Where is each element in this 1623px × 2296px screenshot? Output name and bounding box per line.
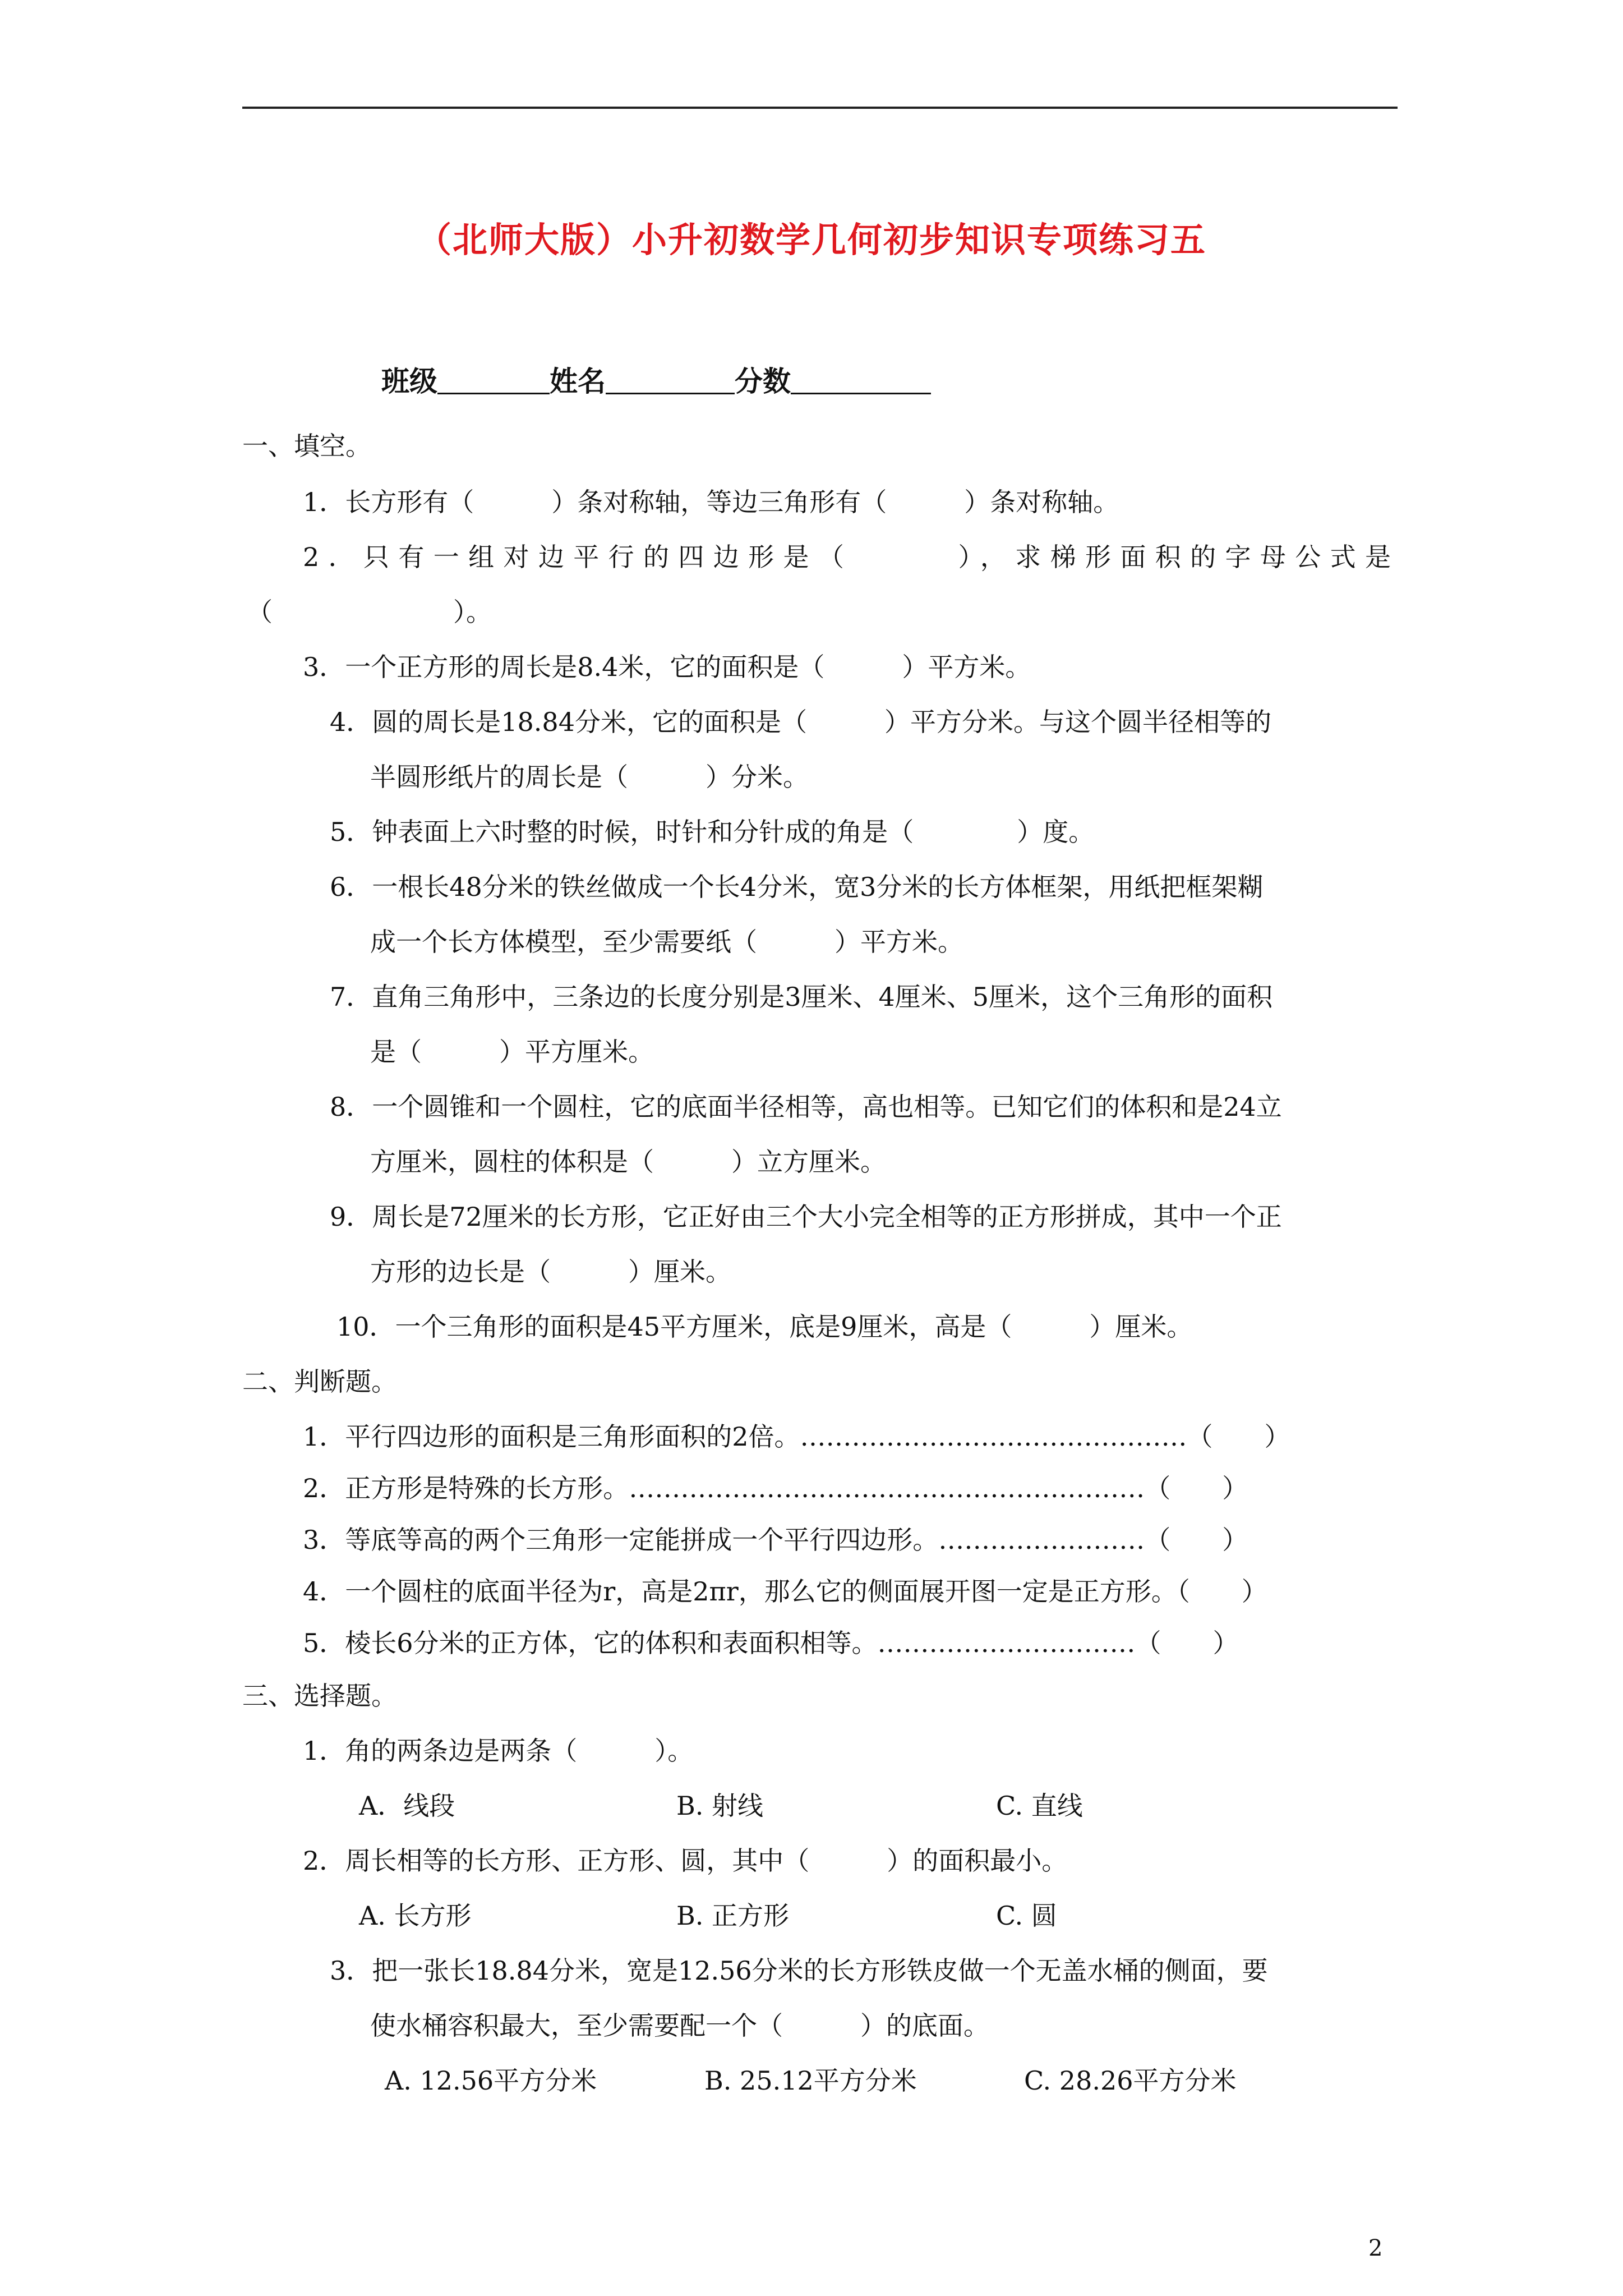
section3-heading: 三、选择题。 (242, 1681, 397, 1711)
s3-question-2: 2．周长相等的长方形、正方形、圆，其中（ ）的面积最小。 (303, 1846, 1068, 1876)
student-info-line (381, 359, 931, 399)
s3-q2-option-c[interactable]: C. 圆 (996, 1901, 1057, 1931)
section2-heading: 二、判断题。 (242, 1366, 397, 1397)
s1-question-2-line-2: （ ）。 (247, 597, 492, 627)
s3-q2-option-b[interactable]: B. 正方形 (676, 1901, 790, 1931)
s2-question-2: 2．正方形是特殊的长方形。……………………………………………………（ ） (303, 1473, 1248, 1503)
class-label: 班级 (381, 365, 437, 398)
s1-question-2-line-1: 2．只有一组对边平行的四边形是（ ），求梯形面积的字母公式是 (303, 542, 1391, 572)
s1-question-8-line-1: 8．一个圆锥和一个圆柱，它的底面半径相等，高也相等。已知它们的体积和是24立 (330, 1092, 1282, 1122)
page-title: （北师大版）小升初数学几何初步知识专项练习五 (416, 219, 1206, 260)
s3-question-1: 1．角的两条边是两条（ ）。 (303, 1736, 694, 1766)
s2-question-4: 4．一个圆柱的底面半径为r，高是2πr，那么它的侧面展开图一定是正方形。（ ） (303, 1576, 1267, 1607)
s1-question-5: 5．钟表面上六时整的时候，时针和分针成的角是（ ）度。 (330, 817, 1095, 847)
s1-question-8-line-2: 方厘米，圆柱的体积是（ ）立方厘米。 (370, 1147, 886, 1177)
score-label: 分数 (735, 365, 791, 398)
s3-q1-option-c[interactable]: C. 直线 (996, 1791, 1083, 1821)
s1-question-6-line-2: 成一个长方体模型，至少需要纸（ ）平方米。 (370, 927, 963, 957)
section1-heading: 一、填空。 (242, 431, 371, 461)
s3-q1-option-b[interactable]: B. 射线 (676, 1791, 764, 1821)
s2-question-1: 1．平行四边形的面积是三角形面积的2倍。………………………………………（ ） (303, 1421, 1290, 1452)
s1-question-9-line-1: 9．周长是72厘米的长方形，它正好由三个大小完全相等的正方形拼成，其中一个正 (330, 1202, 1282, 1232)
s3-q3-option-c[interactable]: C. 28.26平方分米 (1024, 2065, 1237, 2096)
s1-question-6-line-1: 6．一根长48分米的铁丝做成一个长4分米，宽3分米的长方体框架，用纸把框架糊 (330, 872, 1264, 902)
s1-question-10: 10．一个三角形的面积是45平方厘米，底是9厘米，高是（ ）厘米。 (336, 1312, 1193, 1342)
s1-question-4-line-2: 半圆形纸片的周长是（ ）分米。 (370, 762, 809, 792)
s3-question-3-line-2: 使水桶容积最大，至少需要配一个（ ）的底面。 (370, 2010, 989, 2041)
s3-question-3-line-1: 3．把一张长18.84分米，宽是12.56分米的长方形铁皮做一个无盖水桶的侧面，要 (330, 1955, 1268, 1986)
s1-question-4-line-1: 4．圆的周长是18.84分米，它的面积是（ ）平方分米。与这个圆半径相等的 (330, 707, 1271, 737)
s1-question-3: 3．一个正方形的周长是8.4米，它的面积是（ ）平方米。 (303, 652, 1031, 682)
s2-question-3: 3．等底等高的两个三角形一定能拼成一个平行四边形。……………………（ ） (303, 1525, 1248, 1555)
name-blank[interactable] (606, 370, 735, 394)
s3-q2-option-a[interactable]: A. 长方形 (359, 1901, 472, 1931)
s1-question-7-line-2: 是（ ）平方厘米。 (370, 1037, 654, 1067)
s3-q3-option-b[interactable]: B. 25.12平方分米 (704, 2065, 917, 2096)
s3-q1-option-a[interactable]: A．线段 (359, 1791, 455, 1821)
s1-question-9-line-2: 方形的边长是（ ）厘米。 (370, 1257, 731, 1287)
score-blank[interactable] (791, 370, 931, 394)
s3-q3-option-a[interactable]: A. 12.56平方分米 (385, 2065, 597, 2096)
page-number: 2 (1368, 2235, 1383, 2261)
class-blank[interactable] (437, 370, 550, 394)
header-rule (242, 107, 1398, 109)
name-label: 姓名 (550, 365, 606, 398)
s1-question-1: 1．长方形有（ ）条对称轴，等边三角形有（ ）条对称轴。 (303, 487, 1119, 517)
s1-question-7-line-1: 7．直角三角形中，三条边的长度分别是3厘米、4厘米、5厘米，这个三角形的面积 (330, 982, 1273, 1012)
s2-question-5: 5．棱长6分米的正方体，它的体积和表面积相等。…………………………（ ） (303, 1628, 1239, 1658)
